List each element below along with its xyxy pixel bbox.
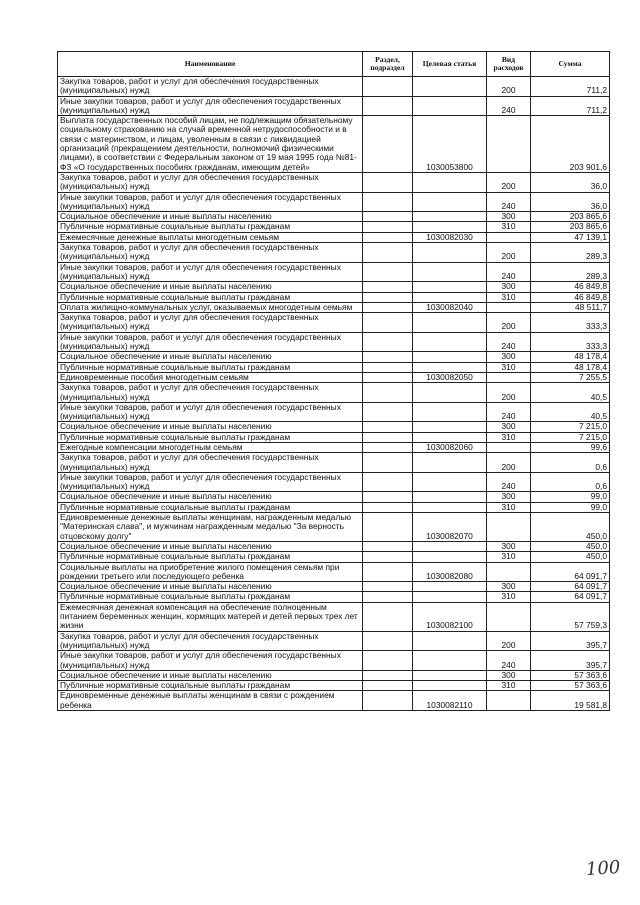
cell-name: Единовременные пособия многодетным семьям — [58, 372, 363, 382]
cell-section — [363, 432, 413, 442]
cell-name: Иные закупки товаров, работ и услуг для обеспечения государственных (муниципальных) нужд — [58, 332, 363, 352]
cell-name: Закупка товаров, работ и услуг для обеспечения государственных (муниципальных) нужд — [58, 453, 363, 473]
cell-target: 1030082030 — [413, 232, 487, 242]
cell-name: Ежемесячные денежные выплаты многодетным семьям — [58, 232, 363, 242]
cell-name: Иные закупки товаров, работ и услуг для обеспечения государственных (муниципальных) нужд — [58, 192, 363, 212]
cell-target — [413, 670, 487, 680]
cell-sum: 48 178,4 — [531, 352, 610, 362]
table-header-row — [58, 52, 610, 77]
cell-section — [363, 232, 413, 242]
cell-sum: 36,0 — [531, 192, 610, 212]
cell-sum: 203 901,6 — [531, 116, 610, 173]
table-row — [58, 77, 610, 97]
cell-section — [363, 592, 413, 602]
table-row — [58, 192, 610, 212]
cell-target: 1030082070 — [413, 513, 487, 542]
cell-kind: 300 — [487, 492, 531, 502]
cell-kind: 310 — [487, 592, 531, 602]
table-row — [58, 352, 610, 362]
table-row — [58, 96, 610, 116]
cell-target — [413, 262, 487, 282]
cell-section — [363, 383, 413, 403]
table-row — [58, 541, 610, 551]
header-kind: Вид расходов — [487, 52, 531, 77]
cell-name: Иные закупки товаров, работ и услуг для обеспечения государственных (муниципальных) нужд — [58, 96, 363, 116]
table-row — [58, 651, 610, 671]
cell-kind: 300 — [487, 541, 531, 551]
cell-section — [363, 541, 413, 551]
cell-section — [363, 292, 413, 302]
cell-name: Публичные нормативные социальные выплаты гражданам — [58, 592, 363, 602]
table-row — [58, 212, 610, 222]
cell-sum: 46 849,8 — [531, 282, 610, 292]
cell-name: Публичные нормативные социальные выплаты гражданам — [58, 681, 363, 691]
cell-section — [363, 313, 413, 333]
cell-kind: 200 — [487, 77, 531, 97]
cell-kind: 240 — [487, 192, 531, 212]
cell-name: Ежемесячная денежная компенсация на обеспечение полноценным питанием беременных женщин, кормящих матерей и детей первых трех лет жизни — [58, 602, 363, 631]
cell-name: Закупка товаров, работ и услуг для обеспечения государственных (муниципальных) нужд — [58, 631, 363, 651]
cell-target — [413, 77, 487, 97]
table-row — [58, 332, 610, 352]
cell-section — [363, 192, 413, 212]
cell-section — [363, 402, 413, 422]
table-row — [58, 602, 610, 631]
cell-section — [363, 670, 413, 680]
cell-name: Закупка товаров, работ и услуг для обеспечения государственных (муниципальных) нужд — [58, 172, 363, 192]
cell-kind: 200 — [487, 631, 531, 651]
table-row — [58, 502, 610, 512]
cell-sum: 99,0 — [531, 492, 610, 502]
table-row — [58, 172, 610, 192]
cell-section — [363, 582, 413, 592]
cell-kind: 240 — [487, 472, 531, 492]
cell-kind: 300 — [487, 670, 531, 680]
cell-target — [413, 332, 487, 352]
cell-target — [413, 212, 487, 222]
cell-sum: 711,2 — [531, 96, 610, 116]
cell-name: Единовременные денежные выплаты женщинам, награжденным медалью "Материнская слава", и мужчинам награжденным медалью "За верность отцовскому долгу" — [58, 513, 363, 542]
table-row — [58, 232, 610, 242]
cell-name: Публичные нормативные социальные выплаты гражданам — [58, 432, 363, 442]
table-row — [58, 453, 610, 473]
cell-sum: 7 215,0 — [531, 422, 610, 432]
cell-sum: 395,7 — [531, 631, 610, 651]
cell-sum: 46 849,8 — [531, 292, 610, 302]
cell-sum: 711,2 — [531, 77, 610, 97]
cell-target — [413, 502, 487, 512]
cell-name: Социальное обеспечение и иные выплаты населению — [58, 352, 363, 362]
cell-sum: 0,6 — [531, 453, 610, 473]
cell-kind: 310 — [487, 681, 531, 691]
cell-target — [413, 96, 487, 116]
cell-sum: 36,0 — [531, 172, 610, 192]
cell-name: Ежегодные компенсации многодетным семьям — [58, 442, 363, 452]
cell-target — [413, 313, 487, 333]
cell-kind: 310 — [487, 222, 531, 232]
cell-section — [363, 453, 413, 473]
cell-section — [363, 243, 413, 263]
cell-name: Социальное обеспечение и иные выплаты населению — [58, 541, 363, 551]
cell-sum: 289,3 — [531, 262, 610, 282]
cell-section — [363, 222, 413, 232]
cell-kind: 310 — [487, 362, 531, 372]
table-body — [58, 77, 610, 711]
budget-table — [57, 51, 610, 711]
cell-name: Выплата государственных пособий лицам, не подлежащим обязательному социальному страхованию на случай временной нетрудоспособности и в связи с материнством, и лицам, уволенным в связи с ликвидацией организаций (прекращением деятельности, полномочий физическими лицами), в соответствии с Федеральным законом от 19 мая 1995 года №81-ФЗ «О государственных пособиях гражданам, имеющим детей» — [58, 116, 363, 173]
cell-sum: 203 865,6 — [531, 222, 610, 232]
cell-target: 1030082040 — [413, 302, 487, 312]
table-row — [58, 372, 610, 382]
cell-kind: 200 — [487, 172, 531, 192]
cell-kind: 240 — [487, 402, 531, 422]
cell-sum: 7 255,5 — [531, 372, 610, 382]
cell-section — [363, 502, 413, 512]
cell-kind — [487, 562, 531, 582]
cell-sum: 289,3 — [531, 243, 610, 263]
cell-name: Социальное обеспечение и иные выплаты населению — [58, 582, 363, 592]
cell-kind — [487, 442, 531, 452]
table-row — [58, 670, 610, 680]
cell-kind: 240 — [487, 96, 531, 116]
cell-sum: 7 215,0 — [531, 432, 610, 442]
cell-kind: 240 — [487, 262, 531, 282]
table-row — [58, 513, 610, 542]
cell-sum: 450,0 — [531, 541, 610, 551]
cell-name: Социальное обеспечение и иные выплаты населению — [58, 670, 363, 680]
cell-section — [363, 472, 413, 492]
cell-sum: 48 511,7 — [531, 302, 610, 312]
cell-sum: 450,0 — [531, 552, 610, 562]
cell-target — [413, 681, 487, 691]
cell-sum: 64 091,7 — [531, 562, 610, 582]
cell-kind — [487, 116, 531, 173]
cell-sum: 48 178,4 — [531, 362, 610, 372]
table-row — [58, 631, 610, 651]
cell-name: Социальное обеспечение и иные выплаты населению — [58, 422, 363, 432]
table-row — [58, 422, 610, 432]
cell-sum: 64 091,7 — [531, 582, 610, 592]
cell-target — [413, 492, 487, 502]
cell-target — [413, 541, 487, 551]
cell-section — [363, 212, 413, 222]
table-row — [58, 442, 610, 452]
cell-kind: 310 — [487, 502, 531, 512]
cell-target — [413, 222, 487, 232]
cell-name: Иные закупки товаров, работ и услуг для обеспечения государственных (муниципальных) нужд — [58, 262, 363, 282]
cell-name: Иные закупки товаров, работ и услуг для обеспечения государственных (муниципальных) нужд — [58, 472, 363, 492]
cell-kind: 200 — [487, 313, 531, 333]
cell-section — [363, 96, 413, 116]
cell-target — [413, 453, 487, 473]
cell-kind: 300 — [487, 422, 531, 432]
table-row — [58, 362, 610, 372]
header-sum: Сумма — [531, 52, 610, 77]
cell-sum: 99,0 — [531, 502, 610, 512]
cell-section — [363, 332, 413, 352]
cell-name: Публичные нормативные социальные выплаты гражданам — [58, 502, 363, 512]
cell-sum: 57 363,6 — [531, 681, 610, 691]
table-row — [58, 432, 610, 442]
cell-sum: 40,5 — [531, 402, 610, 422]
cell-section — [363, 372, 413, 382]
cell-section — [363, 262, 413, 282]
header-target: Целевая статья — [413, 52, 487, 77]
cell-section — [363, 562, 413, 582]
table-row — [58, 282, 610, 292]
table-row — [58, 492, 610, 502]
cell-section — [363, 116, 413, 173]
cell-name: Оплата жилищно-коммунальных услуг, оказываемых многодетным семьям — [58, 302, 363, 312]
cell-name: Публичные нормативные социальные выплаты гражданам — [58, 222, 363, 232]
cell-sum: 333,3 — [531, 332, 610, 352]
cell-name: Закупка товаров, работ и услуг для обеспечения государственных (муниципальных) нужд — [58, 313, 363, 333]
table-row — [58, 116, 610, 173]
cell-section — [363, 513, 413, 542]
cell-target — [413, 172, 487, 192]
cell-sum: 47 139,1 — [531, 232, 610, 242]
table-row — [58, 592, 610, 602]
cell-target: 1030082110 — [413, 691, 487, 711]
header-name: Наименование — [58, 52, 363, 77]
cell-section — [363, 352, 413, 362]
cell-name: Закупка товаров, работ и услуг для обеспечения государственных (муниципальных) нужд — [58, 383, 363, 403]
cell-target — [413, 432, 487, 442]
cell-section — [363, 362, 413, 372]
table-row — [58, 222, 610, 232]
cell-kind — [487, 602, 531, 631]
cell-kind — [487, 372, 531, 382]
cell-kind: 200 — [487, 243, 531, 263]
cell-section — [363, 172, 413, 192]
table-row — [58, 691, 610, 711]
cell-kind: 240 — [487, 651, 531, 671]
table-row — [58, 472, 610, 492]
cell-target — [413, 402, 487, 422]
cell-name: Закупка товаров, работ и услуг для обеспечения государственных (муниципальных) нужд — [58, 77, 363, 97]
cell-target: 1030082060 — [413, 442, 487, 452]
cell-name: Социальное обеспечение и иные выплаты населению — [58, 492, 363, 502]
cell-section — [363, 602, 413, 631]
cell-target — [413, 192, 487, 212]
cell-target — [413, 292, 487, 302]
table-row — [58, 681, 610, 691]
cell-name: Публичные нормативные социальные выплаты гражданам — [58, 362, 363, 372]
cell-sum: 64 091,7 — [531, 592, 610, 602]
cell-sum: 57 759,3 — [531, 602, 610, 631]
cell-target — [413, 552, 487, 562]
cell-name: Социальные выплаты на приобретение жилого помещения семьям при рождении третьего или последующего ребенка — [58, 562, 363, 582]
cell-sum: 203 865,6 — [531, 212, 610, 222]
table-row — [58, 562, 610, 582]
cell-sum: 40,5 — [531, 383, 610, 403]
cell-sum: 0,6 — [531, 472, 610, 492]
cell-target — [413, 631, 487, 651]
cell-kind: 310 — [487, 292, 531, 302]
cell-name: Иные закупки товаров, работ и услуг для обеспечения государственных (муниципальных) нужд — [58, 651, 363, 671]
cell-section — [363, 302, 413, 312]
cell-target — [413, 362, 487, 372]
cell-target — [413, 651, 487, 671]
cell-kind: 310 — [487, 552, 531, 562]
cell-target — [413, 383, 487, 403]
budget-table-sheet — [57, 51, 609, 711]
table-row — [58, 402, 610, 422]
cell-section — [363, 492, 413, 502]
cell-kind: 300 — [487, 282, 531, 292]
cell-section — [363, 77, 413, 97]
cell-kind: 300 — [487, 212, 531, 222]
cell-name: Единовременные денежные выплаты женщинам в связи с рождением ребенка — [58, 691, 363, 711]
cell-section — [363, 691, 413, 711]
cell-kind: 300 — [487, 582, 531, 592]
table-row — [58, 292, 610, 302]
cell-target — [413, 243, 487, 263]
cell-kind — [487, 691, 531, 711]
cell-name: Публичные нормативные социальные выплаты гражданам — [58, 552, 363, 562]
cell-section — [363, 552, 413, 562]
cell-target — [413, 472, 487, 492]
cell-kind: 200 — [487, 383, 531, 403]
cell-name: Иные закупки товаров, работ и услуг для обеспечения государственных (муниципальных) нужд — [58, 402, 363, 422]
cell-target: 1030082100 — [413, 602, 487, 631]
cell-name: Публичные нормативные социальные выплаты гражданам — [58, 292, 363, 302]
table-row — [58, 582, 610, 592]
table-row — [58, 302, 610, 312]
cell-kind: 310 — [487, 432, 531, 442]
cell-kind: 300 — [487, 352, 531, 362]
cell-section — [363, 681, 413, 691]
table-row — [58, 313, 610, 333]
cell-target — [413, 582, 487, 592]
cell-kind: 240 — [487, 332, 531, 352]
header-section: Раздел, подраздел — [363, 52, 413, 77]
cell-sum: 333,3 — [531, 313, 610, 333]
cell-target — [413, 352, 487, 362]
cell-section — [363, 651, 413, 671]
cell-target: 1030053800 — [413, 116, 487, 173]
cell-kind — [487, 513, 531, 542]
cell-section — [363, 631, 413, 651]
table-row — [58, 262, 610, 282]
table-row — [58, 243, 610, 263]
cell-kind: 200 — [487, 453, 531, 473]
cell-name: Социальное обеспечение и иные выплаты населению — [58, 212, 363, 222]
cell-section — [363, 282, 413, 292]
cell-sum: 395,7 — [531, 651, 610, 671]
cell-target: 1030082080 — [413, 562, 487, 582]
cell-target — [413, 592, 487, 602]
cell-section — [363, 422, 413, 432]
page-number: 100 — [585, 856, 622, 881]
cell-target: 1030082050 — [413, 372, 487, 382]
cell-kind — [487, 232, 531, 242]
cell-target — [413, 422, 487, 432]
cell-name: Социальное обеспечение и иные выплаты населению — [58, 282, 363, 292]
cell-section — [363, 442, 413, 452]
cell-sum: 57 363,6 — [531, 670, 610, 680]
table-row — [58, 383, 610, 403]
table-row — [58, 552, 610, 562]
cell-name: Закупка товаров, работ и услуг для обеспечения государственных (муниципальных) нужд — [58, 243, 363, 263]
cell-sum: 99,6 — [531, 442, 610, 452]
cell-sum: 19 581,8 — [531, 691, 610, 711]
cell-sum: 450,0 — [531, 513, 610, 542]
cell-kind — [487, 302, 531, 312]
cell-target — [413, 282, 487, 292]
